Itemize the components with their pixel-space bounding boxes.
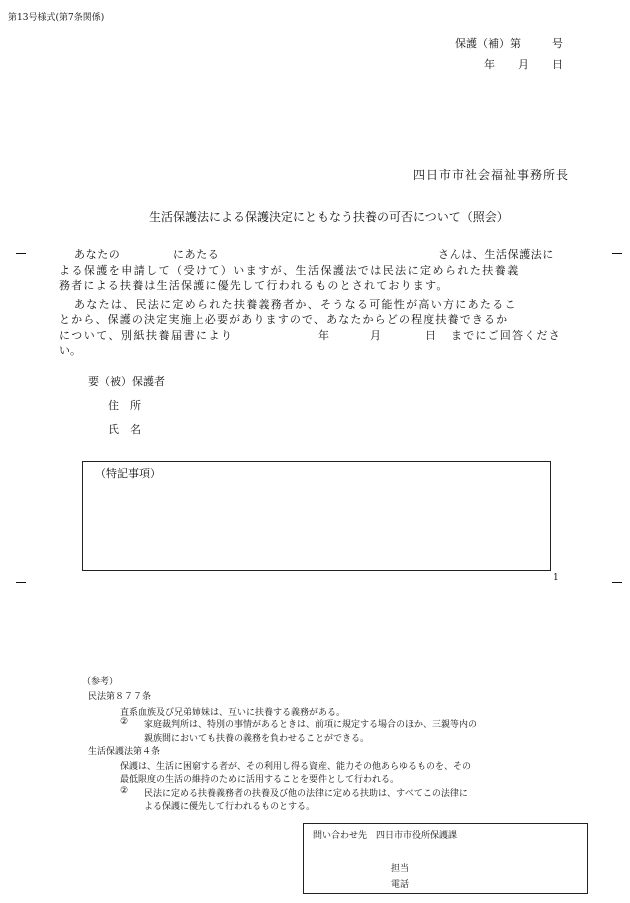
reference-prefix: 保護（補）第 <box>455 37 521 50</box>
reference-suffix: 号 <box>552 37 563 50</box>
civil-law-item2-line1: 家庭裁判所は、特別の事情があるときは、前項に規定する場合のほか、三親等内の <box>144 720 478 730</box>
margin-mark-left-bottom <box>16 582 26 583</box>
para2-line2: とから、保護の決定実施上必要がありますので、あなたからどの程度扶養できるか <box>59 313 509 326</box>
contact-phone-label: 電話 <box>391 880 410 890</box>
civil-law-item1: 直系血族及び兄弟姉妹は、互いに扶養する義務がある。 <box>120 708 346 718</box>
para1-line2: よる保護を申請して（受けて）いますが、生活保護法では民法に定められた扶養義 <box>59 264 520 277</box>
contact-box <box>303 823 588 894</box>
contact-label: 問い合わせ先 四日市市役所保護課 <box>313 831 458 841</box>
sender: 四日市市社会福祉事務所長 <box>413 168 570 182</box>
para2-line3-b: までにご回答くださ <box>451 329 561 342</box>
contact-person-label: 担当 <box>391 864 410 874</box>
para1-line1-c: さんは、生活保護法に <box>438 248 554 261</box>
page-number: 1 <box>553 573 559 583</box>
para1-line1-a: あなたの <box>74 248 121 261</box>
name-label: 氏 名 <box>108 423 141 436</box>
margin-mark-right-top <box>612 253 622 254</box>
welfare-law-heading: 生活保護法第４条 <box>88 747 161 757</box>
para2-line3-day: 日 <box>425 329 436 342</box>
para2-line4: い。 <box>59 344 81 357</box>
para2-line3-a: について、別紙扶養届書により <box>59 329 234 342</box>
welfare-item2-line1: 民法に定める扶養義務者の扶養及び他の法律に定める扶助は、すべてこの法律に <box>144 789 468 799</box>
civil-law-item2-mark: ② <box>120 717 129 727</box>
para1-line1-b: にあたる <box>173 248 220 261</box>
reference-heading: （参考） <box>82 677 119 687</box>
para1-line3: 務者による扶養は生活保護に優先して行われるものとされております。 <box>59 279 449 292</box>
margin-mark-left-top <box>16 253 26 254</box>
para2-line3-month: 月 <box>370 329 381 342</box>
civil-law-heading: 民法第８７７条 <box>88 692 152 702</box>
date-day: 日 <box>552 58 563 71</box>
welfare-item1-line2: 最低限度の生活の維持のために活用することを要件として行われる。 <box>120 775 400 785</box>
margin-mark-right-bottom <box>612 582 622 583</box>
special-notes-box[interactable] <box>82 461 551 571</box>
form-number: 第13号様式(第7条関係) <box>8 13 105 23</box>
welfare-item1-line1: 保護は、生活に困窮する者が、その利用し得る資産、能力その他あらゆるものを、その <box>120 762 472 772</box>
document-title: 生活保護法による保護決定にともなう扶養の可否について（照会） <box>149 210 509 224</box>
date-year: 年 <box>484 58 495 71</box>
address-label: 住 所 <box>108 399 141 412</box>
welfare-item2-mark: ② <box>120 786 129 796</box>
para2-line1: あなたは、民法に定められた扶養義務者か、そうなる可能性が高い方にあたるこ <box>74 298 517 311</box>
welfare-item2-line2: よる保護に優先して行われるものとする。 <box>144 802 316 812</box>
date-month: 月 <box>518 58 529 71</box>
civil-law-item2-line2: 親族間においても扶養の義務を負わせることができる。 <box>144 734 370 744</box>
recipient-heading: 要（被）保護者 <box>88 375 165 388</box>
para2-line3-year: 年 <box>318 329 329 342</box>
special-notes-label: （特記事項） <box>95 467 161 480</box>
